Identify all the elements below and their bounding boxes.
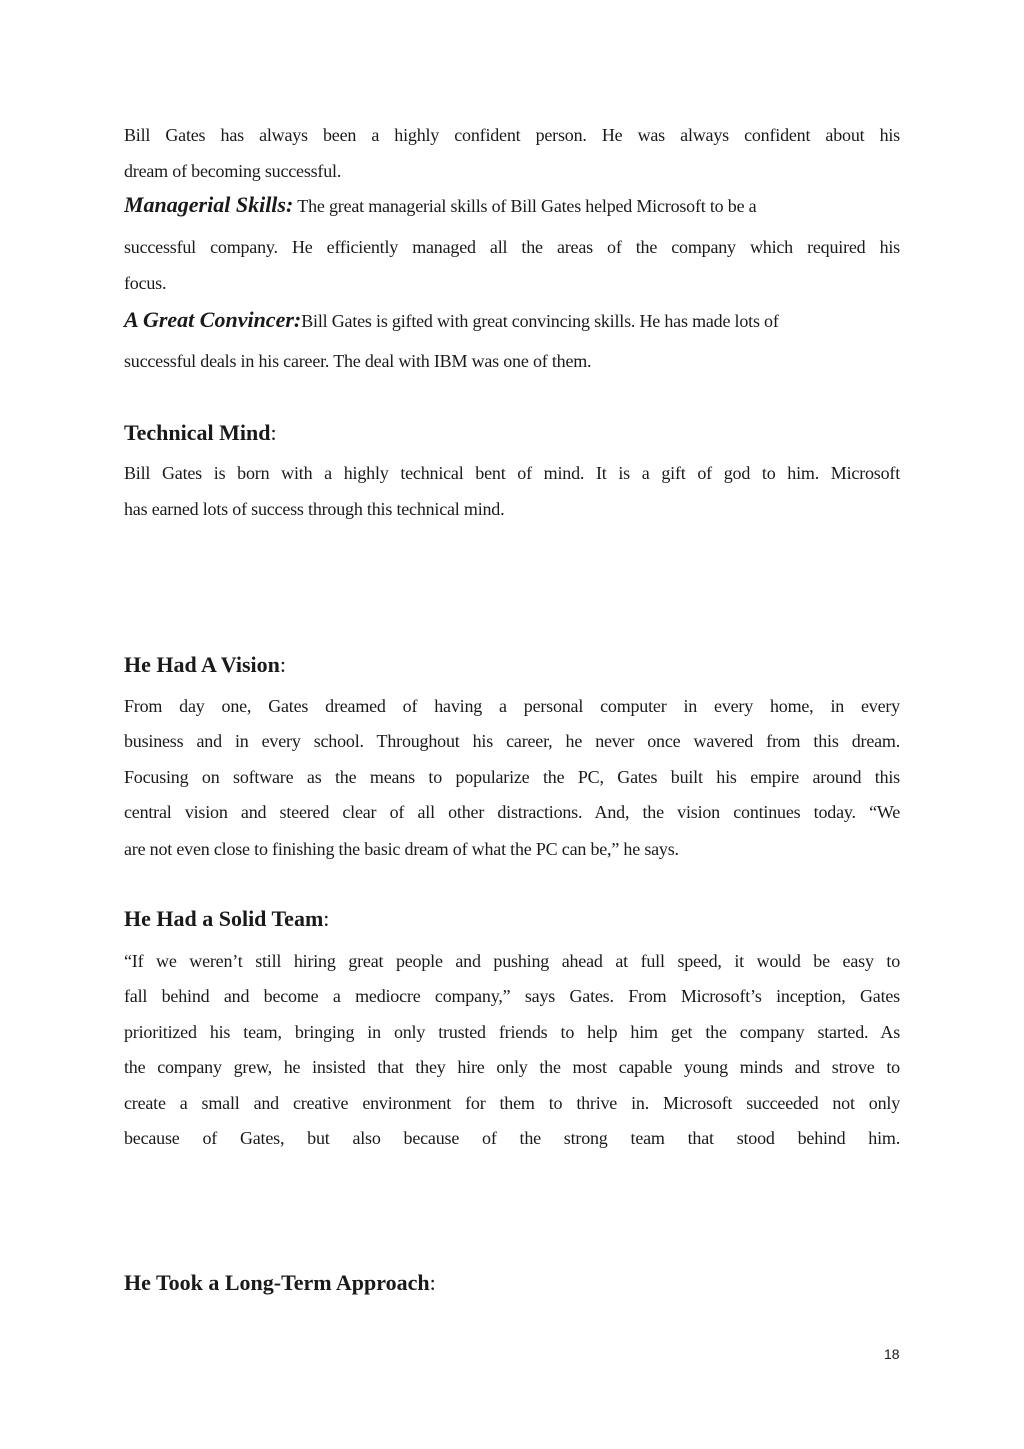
managerial-line-1 bbox=[124, 194, 756, 217]
intro-line-1: Bill Gates has always been a highly confident person. He was always confident about his bbox=[124, 125, 900, 145]
intro-line-2: dream of becoming successful. bbox=[124, 161, 342, 181]
heading-technical-mind-text: Technical Mind bbox=[124, 420, 271, 445]
heading-long-term-colon: : bbox=[429, 1270, 436, 1295]
team-line-4: the company grew, he insisted that they hire only the most capable young minds and strove to bbox=[124, 1057, 900, 1077]
heading-long-term-text: He Took a Long-Term Approach bbox=[124, 1270, 430, 1295]
vision-line-5: are not even close to finishing the basic dream of what the PC can be,” he says. bbox=[124, 839, 679, 859]
team-line-1: “If we weren’t still hiring great people and pushing ahead at full speed, it would be easy to bbox=[124, 951, 900, 971]
heading-technical-mind-colon: : bbox=[270, 420, 277, 445]
convincer-label: A Great Convincer: bbox=[124, 307, 302, 332]
page-number: 18 bbox=[884, 1346, 900, 1362]
vision-line-2: business and in every school. Throughout his career, he never once wavered from this dream. bbox=[124, 731, 900, 751]
managerial-text: The great managerial skills of Bill Gates helped Microsoft to be a bbox=[293, 196, 757, 216]
vision-line-1: From day one, Gates dreamed of having a personal computer in every home, in every bbox=[124, 696, 900, 716]
convincer-text: Bill Gates is gifted with great convincing skills. He has made lots of bbox=[301, 311, 779, 331]
heading-solid-team bbox=[124, 906, 329, 932]
vision-line-3: Focusing on software as the means to popularize the PC, Gates built his empire around this bbox=[124, 767, 900, 787]
managerial-line-2: successful company. He efficiently managed all the areas of the company which required his bbox=[124, 237, 900, 257]
team-line-3: prioritized his team, bringing in only trusted friends to help him get the company started. As bbox=[124, 1022, 900, 1042]
team-line-2: fall behind and become a mediocre company,” says Gates. From Microsoft’s inception, Gates bbox=[124, 986, 900, 1006]
technical-line-1: Bill Gates is born with a highly technical bent of mind. It is a gift of god to him. Microsoft bbox=[124, 463, 900, 483]
technical-line-2: has earned lots of success through this technical mind. bbox=[124, 499, 505, 519]
team-line-6: because of Gates, but also because of the strong team that stood behind him. bbox=[124, 1128, 900, 1148]
vision-line-4: central vision and steered clear of all other distractions. And, the vision continues today. “We bbox=[124, 802, 900, 822]
convincer-line-2: successful deals in his career. The deal with IBM was one of them. bbox=[124, 351, 592, 371]
heading-vision bbox=[124, 652, 286, 678]
heading-vision-colon: : bbox=[279, 652, 287, 677]
convincer-line-1 bbox=[124, 309, 779, 332]
managerial-label: Managerial Skills: bbox=[124, 192, 294, 217]
heading-technical-mind bbox=[124, 420, 277, 446]
managerial-line-3: focus. bbox=[124, 273, 167, 293]
heading-solid-team-colon: : bbox=[323, 906, 330, 931]
heading-vision-text: He Had A Vision bbox=[124, 652, 280, 677]
heading-solid-team-text: He Had a Solid Team bbox=[124, 906, 324, 931]
team-line-5: create a small and creative environment for them to thrive in. Microsoft succeeded not only bbox=[124, 1093, 900, 1113]
heading-long-term bbox=[124, 1270, 436, 1296]
